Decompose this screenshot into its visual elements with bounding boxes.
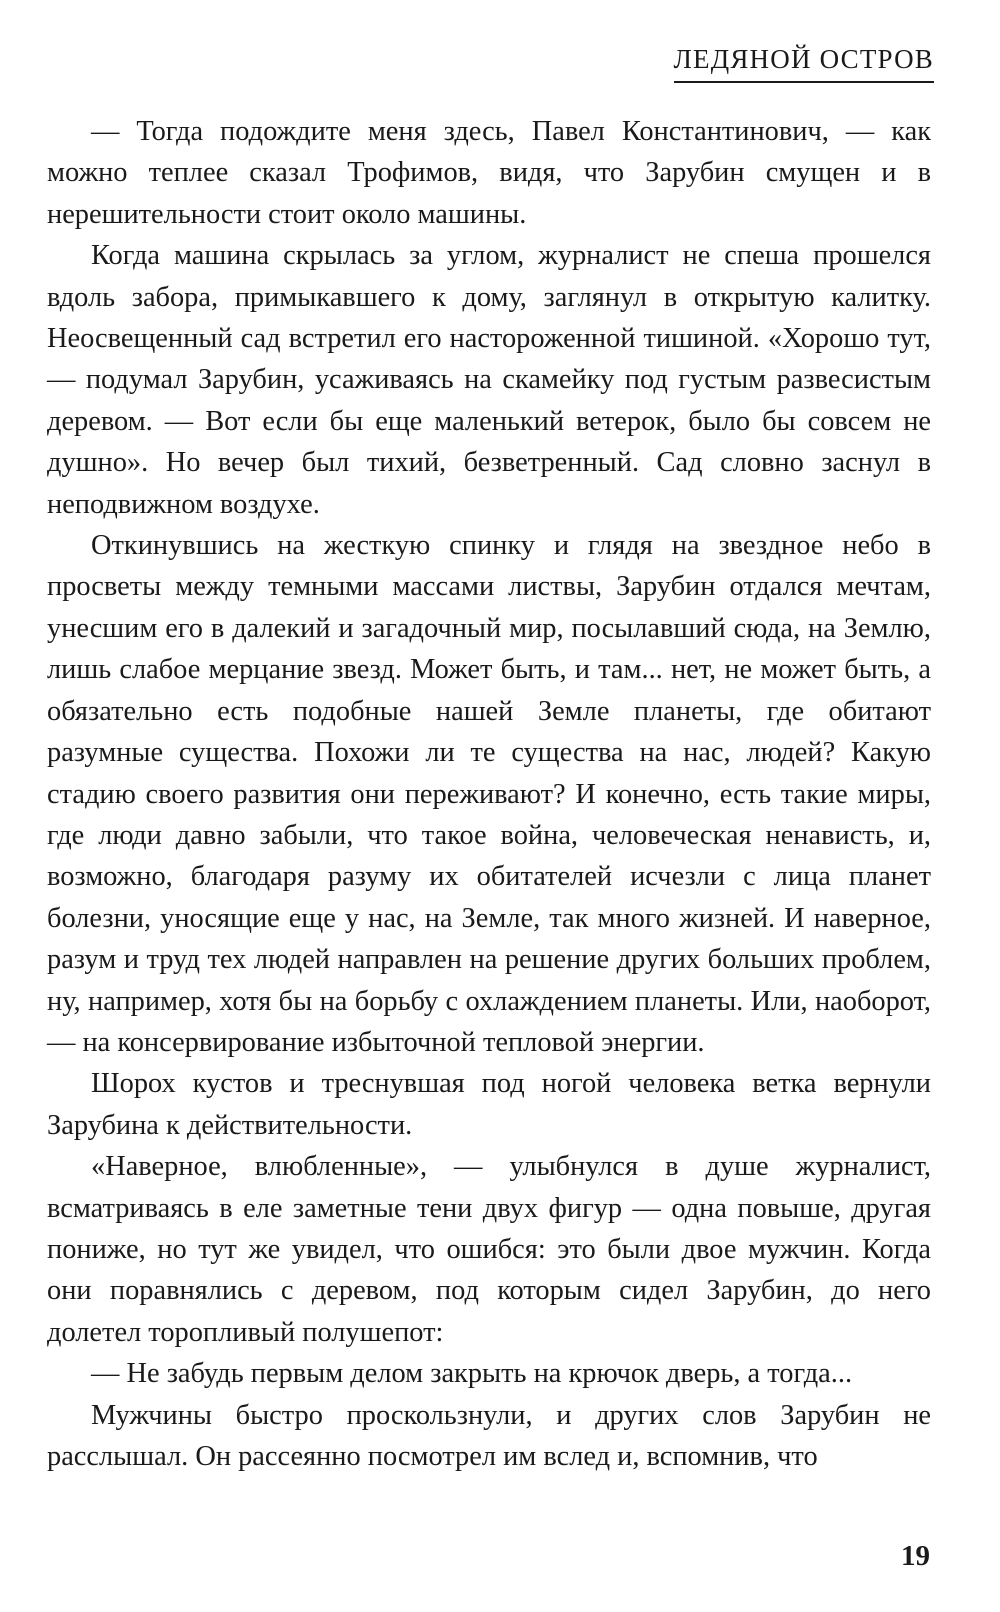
- paragraph: Откинувшись на жесткую спинку и глядя на звездное небо в просветы между темными массами листвы, Зарубин отдался мечтам, унесшим его в далекий и загадочный мир, посылавший сюда, на Землю, лишь слабое мерцание звезд. Может быть, и там... нет, не может быть, а обязательно есть подобные нашей Земле планеты, где обитают разумные существа. Похожи ли те существа на нас, людей? Какую стадию своего развития они переживают? И конечно, есть такие миры, где люди давно забыли, что такое война, человеческая ненависть, и, возможно, благодаря разуму их обитателей исчезли с лица планет болезни, уносящие еще у нас, на Земле, так много жизней. И наверное, разум и труд тех людей направлен на решение других больших проблем, ну, например, хотя бы на борьбу с охлаждением планеты. Или, наоборот, — на консервирование избыточной тепловой энергии.: [47, 530, 931, 1058]
- body-text: [47, 111, 931, 1477]
- paragraph: Шорох кустов и треснувшая под ногой человека ветка вернули Зарубина к действительности.: [47, 1068, 931, 1141]
- paragraph: Мужчины быстро проскользнули, и других слов Зарубин не расслышал. Он рассеянно посмотрел им вслед и, вспомнив, что: [47, 1399, 931, 1472]
- page-number: 19: [901, 1540, 930, 1572]
- running-title: ЛЕДЯНОЙ ОСТРОВ: [674, 44, 934, 83]
- paragraph: «Наверное, влюбленные», — улыбнулся в душе журналист, всматриваясь в еле заметные тени двух фигур — одна повыше, другая пониже, но тут же увидел, что ошибся: это были двое мужчин. Когда они поравнялись с деревом, под которым сидел Зарубин, до него долетел торопливый полушепот:: [47, 1151, 931, 1348]
- paragraph: — Не забудь первым делом закрыть на крючок дверь, а тогда...: [91, 1358, 853, 1390]
- paragraph: — Тогда подождите меня здесь, Павел Константинович, — как можно теплее сказал Трофимов, видя, что Зарубин смущен и в нерешительности стоит около машины.: [47, 116, 931, 230]
- paragraph: Когда машина скрылась за углом, журналист не спеша прошелся вдоль забора, примыкавшего к дому, заглянул в открытую калитку. Неосвещенный сад встретил его настороженной тишиной. «Хорошо тут, — подумал Зарубин, усаживаясь на скамейку под густым развесистым деревом. — Вот если бы еще маленький ветерок, было бы совсем не душно». Но вечер был тихий, безветренный. Сад словно заснул в неподвижном воздухе.: [47, 240, 931, 520]
